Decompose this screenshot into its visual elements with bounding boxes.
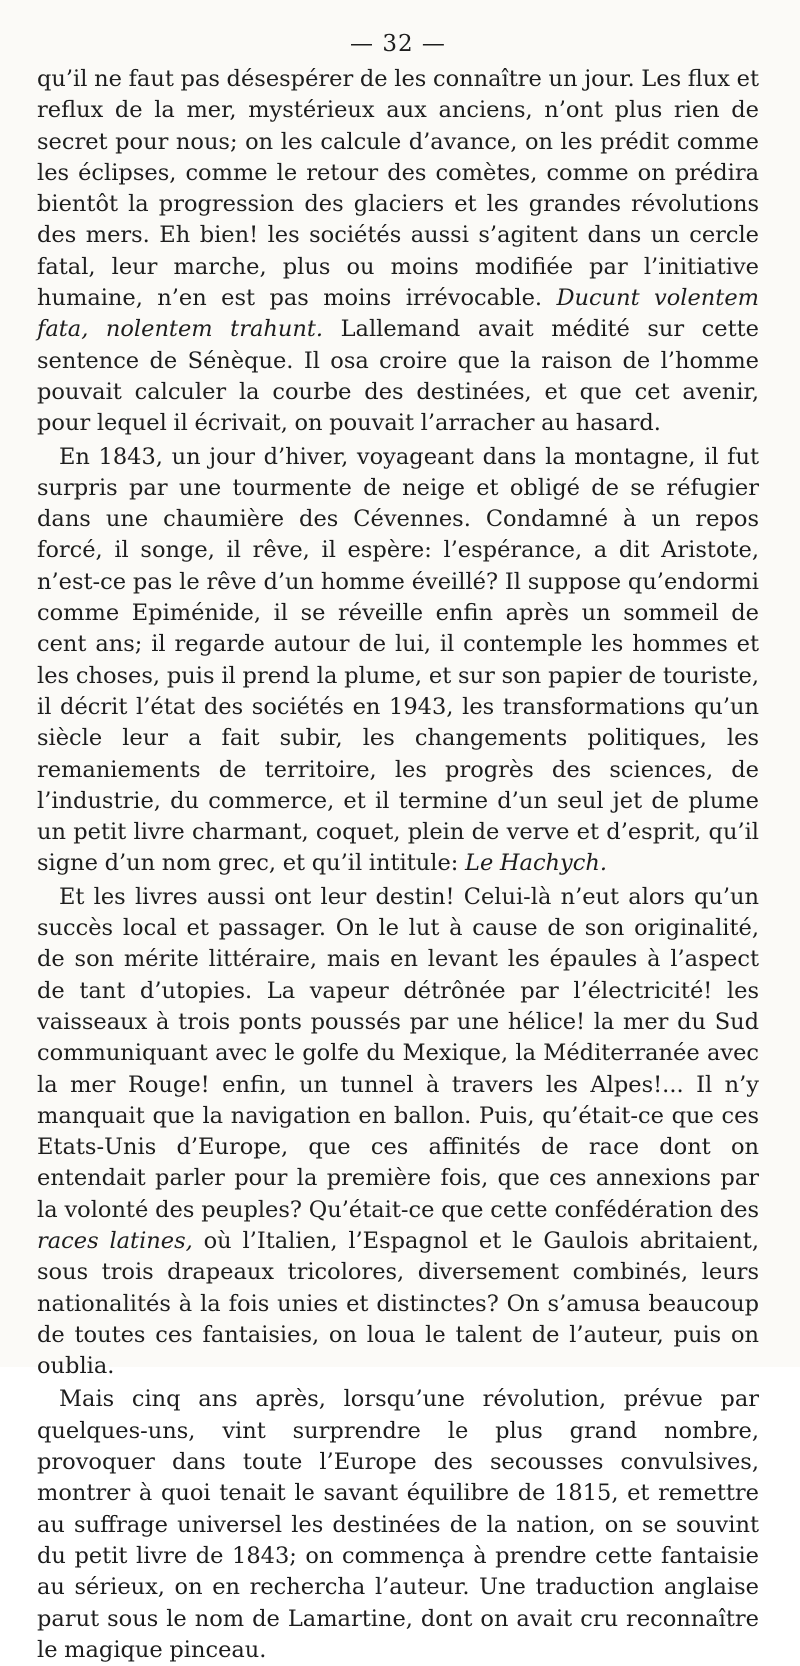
paragraph-3-text-after: où l’Italien, l’Espagnol et le Gaulois abritaient, sous trois drapeaux tricolores, diversement combinés, leurs nationalités à la fois unies et distinctes? On s’amusa beaucoup de toutes ces fantaisies, on loua le talent de l’auteur, puis on oublia. — [37, 1227, 760, 1380]
paragraph-1-text: qu’il ne faut pas désespérer de les connaître un jour. Les flux et reflux de la mer, mystérieux aux anciens, n’ont plus rien de secret pour nous; on les calcule d’avance, on les prédit comme les éclipses, comme le retour des comètes, comme on prédira bientôt la progression des glaciers et les grandes révolutions des mers. Eh bien! les sociétés aussi s’agitent dans un cercle fatal, leur marche, plus ou moins modifiée par l’initiative humaine, n’en est pas moins irrévocable. — [37, 66, 759, 312]
paragraph-4-text: Mais cinq ans après, lorsqu’une révolution, prévue par quelques-uns, vint surprendre le plus grand nombre, provoquer dans toute l’Europe des secousses convulsives, montrer à quoi tenait le savant équilibre de 1815, et remettre au suffrage universel les destinées de la nation, on se souvint du petit livre de 1843; on commença à prendre cette fantaisie au sérieux, on en rechercha l’auteur. Une traduction anglaise parut sous le nom de Lamartine, dont on avait cru reconnaître le magique pinceau. — [37, 1386, 759, 1663]
paragraph-4 — [37, 1384, 759, 1666]
paragraph-2-text: En 1843, un jour d’hiver, voyageant dans la montagne, il fut surpris par une tourmente de neige et obligé de se réfugier dans une chaumière des Cévennes. Condamné à un repos forcé, il songe, il rêve, il espère: l’espérance, a dit Aristote, n’est-ce pas le rêve d’un homme éveillé? Il suppose qu’endormi comme Epiménide, il se réveille enfin après un sommeil de cent ans; il regarde autour de lui, il contemple les hommes et les choses, puis il prend la plume, et sur son papier de touriste, il décrit l’état des sociétés en 1943, les transformations qu’un siècle leur a fait subir, les changements politiques, les remaniements de territoire, les progrès des sciences, de l’industrie, du commerce, et il termine d’un seul jet de plume un petit livre charmant, coquet, plein de verve et d’esprit, qu’il signe d’un nom grec, et qu’il intitule: — [37, 443, 759, 877]
page-number: — 32 — — [350, 31, 446, 57]
paragraph-2 — [37, 442, 759, 880]
paragraph-3-emphasis: races latines, — [37, 1227, 193, 1254]
paragraph-1 — [37, 64, 759, 440]
paragraph-1-text-after: Lallemand avait médité sur cette sentence de Sénèque. Il osa croire que la raison de l’homme pouvait calculer la courbe des destinées, et que cet avenir, pour lequel il écrivait, on pouvait l’arracher au hasard. — [37, 316, 759, 437]
paragraph-1-latin-quote: Ducunt volentem fata, nolentem trahunt. — [37, 285, 759, 343]
paragraph-3 — [37, 882, 759, 1383]
paragraph-3-text: Et les livres aussi ont leur destin! Celui-là n’eut alors qu’un succès local et passager. On le lut à cause de son originalité, de son mérite littéraire, mais en levant les épaules à l’aspect de tant d’utopies. La vapeur détrônée par l’électricité! les vaisseaux à trois ponts poussés par une hélice! la mer du Sud communiquant avec le golfe du Mexique, la Méditerranée avec la mer Rouge! enfin, un tunnel à travers les Alpes!... Il n’y manquait que la navigation en ballon. Puis, qu’était-ce que ces Etats-Unis d’Europe, que ces affinités de race dont on entendait parler pour la première fois, que ces annexions par la volonté des peuples? Qu’était-ce que cette confédération des — [37, 883, 759, 1223]
paragraph-2-book-title: Le Hachych. — [465, 850, 607, 877]
